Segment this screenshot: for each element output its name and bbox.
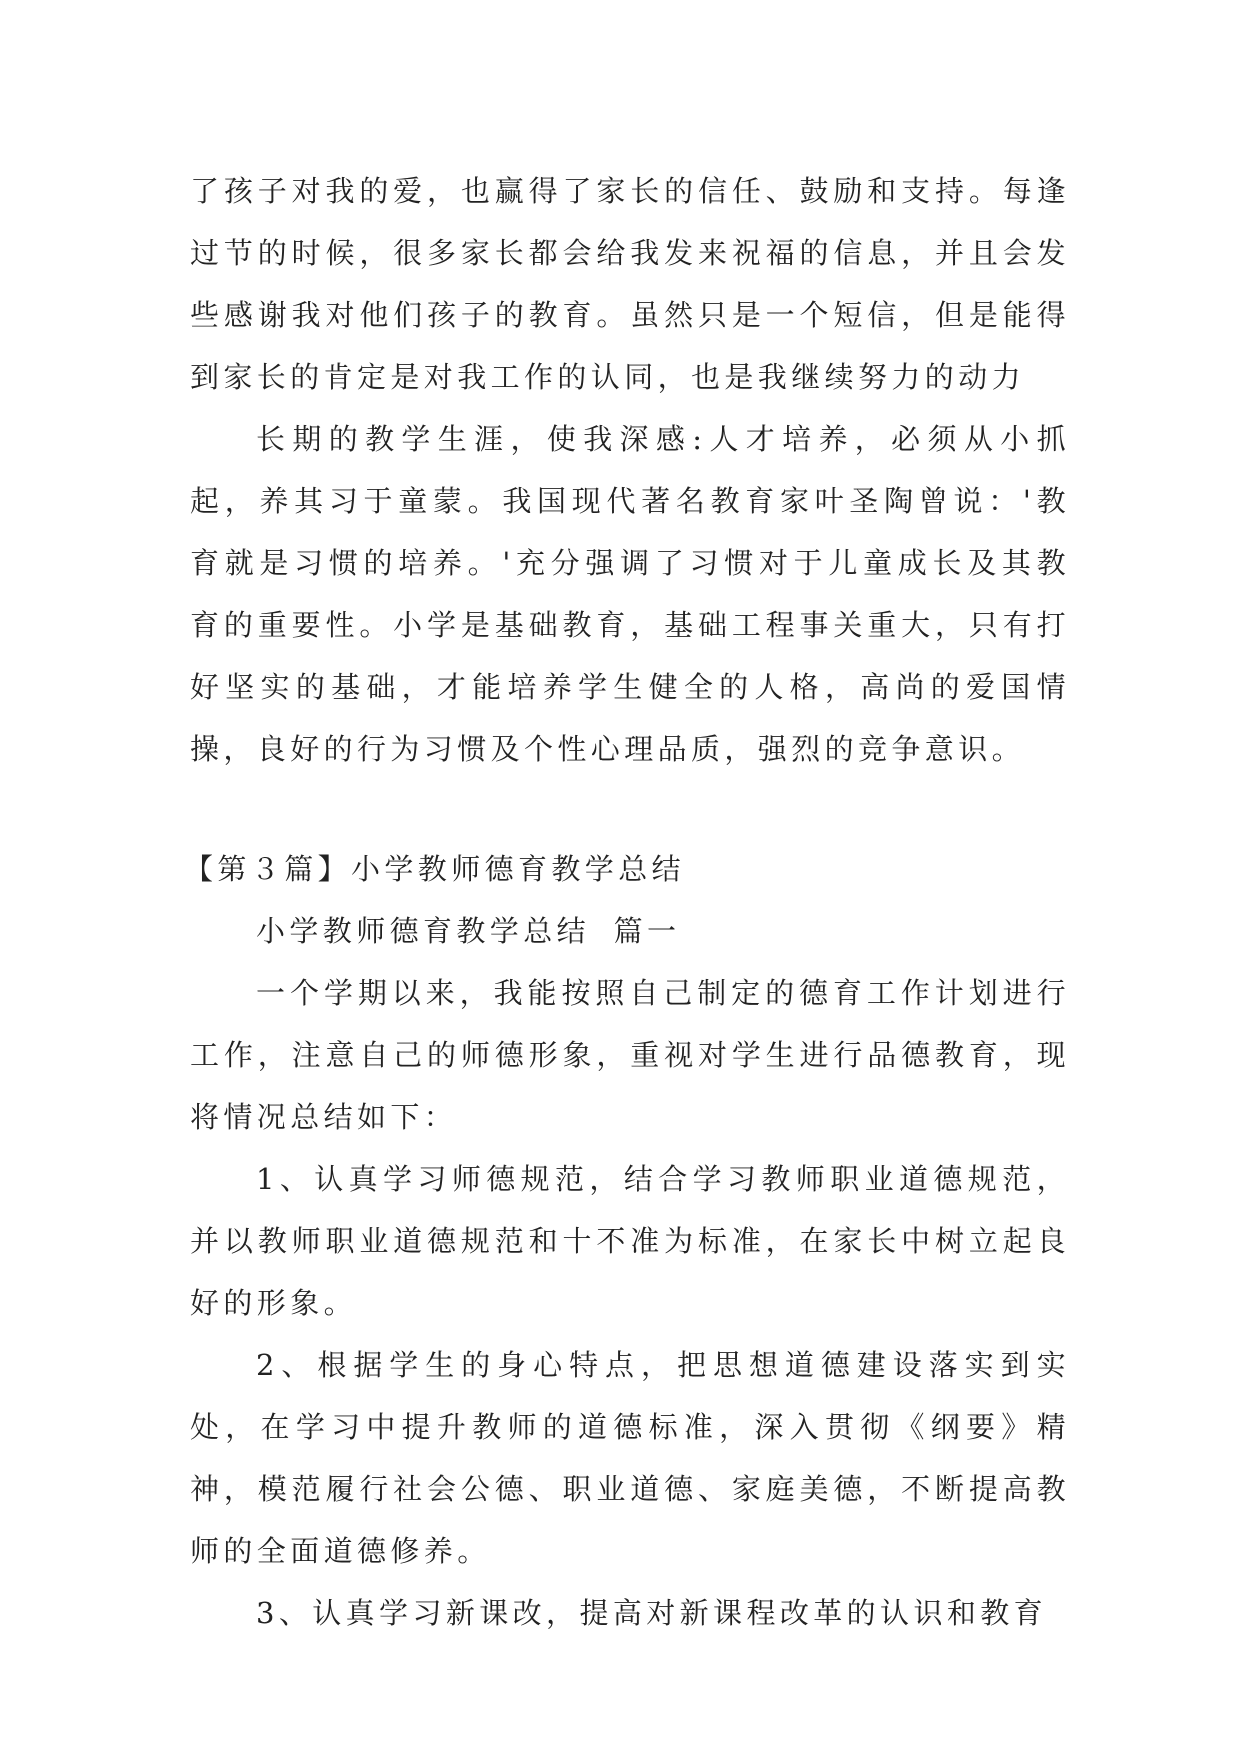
section-heading: 【第３篇】小学教师德育教学总结: [184, 852, 686, 886]
document-body: [184, 160, 1070, 1644]
paragraph-item-3: 3、认真学习新课改，提高对新课程改革的认识和教育: [256, 1596, 1048, 1630]
section-gap: [190, 780, 1070, 838]
section-subheading: 小学教师德育教学总结 篇一: [256, 914, 681, 948]
paragraph-intro: 一个学期以来，我能按照自己制定的德育工作计划进行工作，注意自己的师德形象，重视对学生进行品德教育，现将情况总结如下：: [190, 976, 1070, 1134]
paragraph-continued: 了孩子对我的爱，也赢得了家长的信任、鼓励和支持。每逢过节的时候，很多家长都会给我发来祝福的信息，并且会发些感谢我对他们孩子的教育。虽然只是一个短信，但是能得到家长的肯定是对我工作的认同，也是我继续努力的动力: [190, 174, 1070, 394]
paragraph-item-2: 2、根据学生的身心特点，把思想道德建设落实到实处，在学习中提升教师的道德标准，深入贯彻《纲要》精神，模范履行社会公德、职业道德、家庭美德，不断提高教师的全面道德修养。: [190, 1348, 1070, 1568]
paragraph-item-1: 1、认真学习师德规范，结合学习教师职业道德规范，并以教师职业道德规范和十不准为标准，在家长中树立起良好的形象。: [190, 1162, 1070, 1320]
paragraph-habits: 长期的教学生涯，使我深感:人才培养，必须从小抓起，养其习于童蒙。我国现代著名教育家叶圣陶曾说：'教育就是习惯的培养。'充分强调了习惯对于儿童成长及其教育的重要性。小学是基础教育，基础工程事关重大，只有打好坚实的基础，才能培养学生健全的人格，高尚的爱国情操，良好的行为习惯及个性心理品质，强烈的竞争意识。: [190, 422, 1070, 766]
